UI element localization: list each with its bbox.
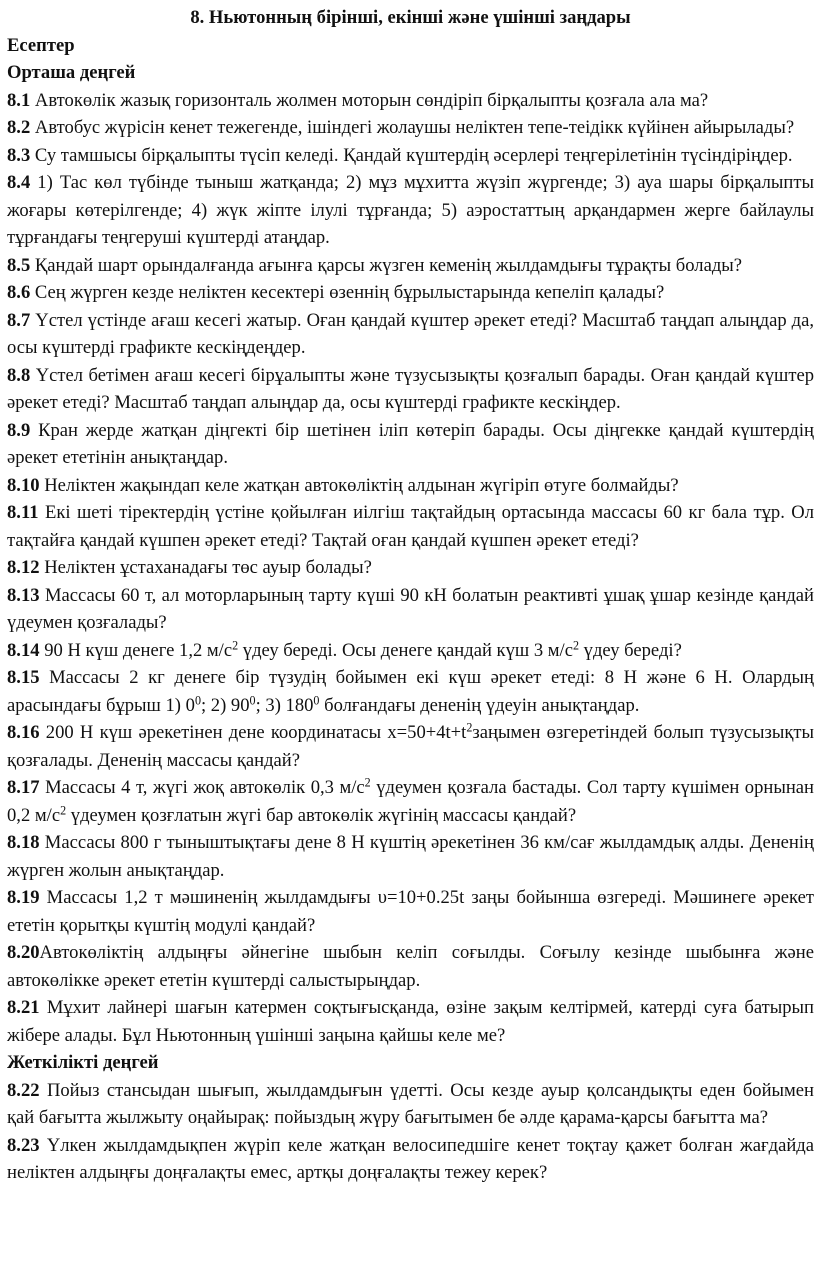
problem-text: Екі шеті тіректердің үстіне қойылған иілгіш тақтайдың ортасында массасы 60 кг бала тұр. Ол тақтайға қандай күшпен әрекет етеді? Тақтай оған қандай күшпен әрекет етеді? — [7, 502, 814, 551]
problem-item — [7, 1077, 814, 1132]
problem-item — [7, 362, 814, 417]
problem-number: 8.11 — [7, 502, 39, 523]
problem-number: 8.9 — [7, 419, 31, 441]
problem-text: Массасы 2 кг денеге бір түзудің бойымен екі күш әрекет етеді: 8 Н және 6 Н. Олардың арасындағы бұрыш 1) 0 — [7, 667, 814, 716]
problem-number: 8.12 — [7, 557, 40, 578]
problem-text: Автокөлік жазық горизонталь жолмен моторын сөндіріп бірқалыпты қозғала ала ма? — [34, 89, 709, 111]
problem-item — [7, 664, 814, 719]
problem-text: Пойыз стансыдан шығып, жылдамдығын үдетті. Осы кезде ауыр қолсандықты еден бойымен қай бағытта жылжыту оңайырақ: пойыздың жүру бағытымен бе әлде қарама-қарсы бағытта ма? — [7, 1079, 814, 1128]
problem-text: Кран жерде жатқан діңгекті бір шетінен іліп көтеріп барады. Осы діңгекке қандай күштердің әрекет ететінін анықтаңдар. — [7, 419, 814, 468]
problem-item — [7, 554, 814, 582]
superscript: 0 — [313, 692, 320, 707]
problem-number: 8.21 — [7, 997, 40, 1018]
problem-item — [7, 499, 814, 554]
problem-number: 8.23 — [7, 1134, 40, 1156]
superscript: 2 — [364, 775, 371, 790]
level-sufficient-heading: Жеткілікті деңгей — [7, 1052, 159, 1073]
problem-text: Сең жүрген кезде неліктен кесектері өзеннің бұрылыстарында кепеліп қалады? — [34, 282, 665, 303]
problem-number: 8.13 — [7, 584, 40, 606]
problem-number: 8.5 — [7, 254, 31, 276]
problem-number: 8.3 — [7, 144, 31, 166]
problem-item — [7, 142, 814, 170]
problem-text: 90 Н күш денеге 1,2 м/с — [44, 639, 233, 661]
problem-item — [7, 637, 814, 665]
problem-number: 8.7 — [7, 309, 31, 331]
problem-number: 8.20 — [7, 942, 40, 963]
document-title: 8. Ньютонның бірінші, екінші және үшінші заңдары — [190, 7, 631, 28]
problem-number: 8.17 — [7, 777, 40, 798]
problem-text: Үлкен жылдамдықпен жүріп келе жатқан велосипедшіге кенет тоқтау қажет болған жағдайда неліктен алдыңғы доңғалақты емес, артқы доңғалақты тежеу керек? — [7, 1134, 814, 1183]
problem-text: Массасы 60 т, ал моторларының тарту күші 90 кН болатын реактивті ұшақ ұшар кезінде қандай үдеумен қозғалады? — [7, 584, 814, 633]
problem-text: Қандай шарт орындалғанда ағынға қарсы жүзген кеменің жылдамдығы тұрақты болады? — [34, 254, 743, 276]
problem-item — [7, 252, 814, 280]
problem-text: Массасы 4 т, жүгі жоқ автокөлік 0,3 м/с — [45, 777, 365, 798]
problem-text: үдеу береді. Осы денеге қандай күш 3 м/с — [238, 639, 573, 661]
problem-text: ; 2) 90 — [200, 694, 250, 716]
problem-number: 8.16 — [7, 722, 40, 743]
problem-item — [7, 994, 814, 1049]
problem-text: Массасы 1,2 т мәшиненің жылдамдығы υ=10+0.25t заңы бойынша өзгереді. Мәшинеге әрекет ететін қорытқы күштің модулі қандай? — [7, 887, 814, 936]
problem-item — [7, 939, 814, 994]
superscript: 2 — [60, 802, 67, 817]
problem-text: Неліктен ұстаханадағы төс ауыр болады? — [44, 557, 372, 578]
problem-item — [7, 114, 814, 142]
problem-text: Массасы 800 г тыныштықтағы дене 8 Н күштің әрекетінен 36 км/сағ жылдамдық алды. Дененің жүрген жолын анықтаңдар. — [7, 832, 814, 881]
problem-number: 8.4 — [7, 172, 31, 193]
problem-item — [7, 884, 814, 939]
problem-text: үдеумен қозғала бастады. Сол тарту күшімен орнынан 0,2 м/с — [7, 777, 814, 826]
problem-text: Автокөліктің алдыңғы әйнегіне шыбын келіп соғылды. Соғылу кезінде шыбынға және автокөлікке әрекет ететін күштерді салыстырыңдар. — [7, 942, 814, 991]
problem-item — [7, 1132, 814, 1187]
problem-text: 1) Тас көл түбінде тыныш жатқанда; 2) мұз мұхитта жүзіп жүргенде; 3) ауа шары бірқалыпты жоғары көтерілгенде; 4) жүк жіпте ілулі тұрғанда; 5) аэростаттың арқандармен жерге байлаулы тұрғандағы теңгеруші күштерді атаңдар. — [7, 172, 814, 248]
problem-number: 8.18 — [7, 832, 40, 853]
level-medium-heading: Орташа деңгей — [7, 62, 136, 83]
problem-text: Неліктен жақындап келе жатқан автокөліктің алдынан жүгіріп өтуге болмайды? — [44, 474, 679, 496]
problem-text: заңымен өзгеретіндей болып түзусызықты қозғалады. Дененің массасы қандай? — [7, 722, 814, 771]
section-heading: Есептер — [7, 34, 75, 56]
superscript: 0 — [194, 692, 201, 707]
problem-item — [7, 774, 814, 829]
problem-item — [7, 169, 814, 252]
problem-list-medium — [7, 87, 814, 1050]
problem-number: 8.6 — [7, 282, 31, 303]
problem-number: 8.22 — [7, 1079, 40, 1101]
problem-item — [7, 582, 814, 637]
superscript: 2 — [232, 637, 239, 652]
problem-text: болғандағы дененің үдеуін анықтаңдар. — [319, 694, 640, 716]
superscript: 2 — [572, 637, 580, 652]
problem-text: Су тамшысы бірқалыпты түсіп келеді. Қандай күштердің әсерлері теңгерілетінін түсіндіріңдер. — [34, 144, 793, 166]
problem-text: ; 3) 180 — [255, 694, 314, 716]
problem-item — [7, 279, 814, 307]
problem-text: Үстел үстінде ағаш кесегі жатыр. Оған қандай күштер әрекет етеді? Масштаб таңдап алыңдар да, осы күштерді графикте кескіңдеңдер. — [7, 309, 814, 358]
problem-item — [7, 472, 814, 500]
problem-item — [7, 719, 814, 774]
problem-text: үдеу береді? — [579, 639, 682, 661]
problem-text: Мұхит лайнері шағын катермен соқтығысқанда, өзіне зақым келтірмей, катерді суға батырып жібере алады. Бұл Ньютонның үшінші заңына қайшы келе ме? — [7, 997, 814, 1046]
problem-text: үдеумен қозғлатын жүгі бар автокөлік жүгінің массасы қандай? — [66, 804, 577, 826]
problem-text: 200 Н күш әрекетінен дене координатасы x=50+4t+t — [45, 722, 467, 743]
superscript: 2 — [466, 720, 473, 735]
problem-number: 8.19 — [7, 887, 40, 908]
problem-item — [7, 87, 814, 115]
superscript: 0 — [249, 692, 256, 707]
problem-number: 8.14 — [7, 639, 40, 661]
problem-number: 8.2 — [7, 117, 31, 138]
problem-list-sufficient — [7, 1077, 814, 1187]
problem-item — [7, 307, 814, 362]
problem-number: 8.1 — [7, 89, 31, 111]
problem-text: Үстел бетімен ағаш кесегі бірұалыпты және түзусызықты қозғалып барады. Оған қандай күштер әрекет етеді? Масштаб таңдап алыңдар да, осы күштерді графикте кескіңдер. — [7, 364, 814, 413]
problem-number: 8.15 — [7, 667, 40, 688]
problem-item — [7, 417, 814, 472]
problem-item — [7, 829, 814, 884]
problem-number: 8.8 — [7, 364, 31, 386]
problem-number: 8.10 — [7, 474, 40, 496]
problem-text: Автобус жүрісін кенет тежегенде, ішіндегі жолаушы неліктен тепе-теідікк күйінен айырылады? — [34, 117, 795, 138]
